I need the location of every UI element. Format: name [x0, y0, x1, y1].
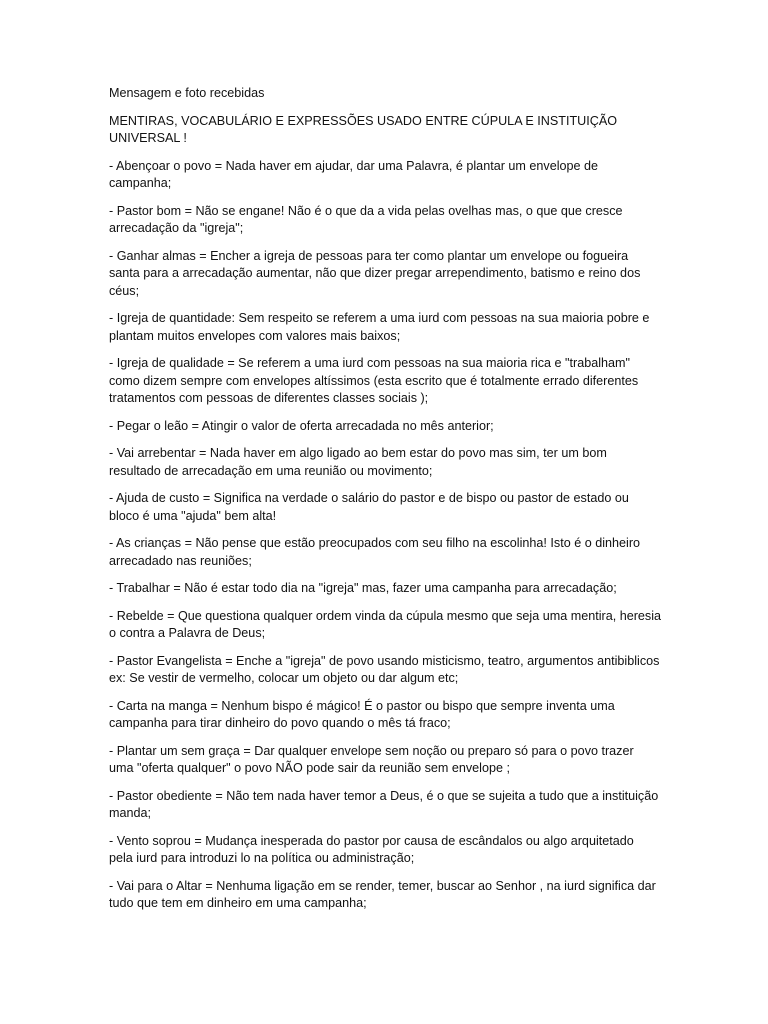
list-item: - Ganhar almas = Encher a igreja de pessoas para ter como plantar um envelope ou fogueira santa para a arrecadação aumentar, não que dizer pregar arrependimento, batismo e reino dos céus;	[109, 248, 641, 298]
list-item: - Vai arrebentar = Nada haver em algo ligado ao bem estar do povo mas sim, ter um bom resultado de arrecadação em uma reunião ou movimento;	[109, 446, 607, 478]
list-item: - Plantar um sem graça = Dar qualquer envelope sem noção ou preparo só para o povo trazer uma "oferta qualquer" o povo NÃO pode sair da reunião sem envelope ;	[109, 743, 634, 775]
document-title: MENTIRAS, VOCABULÁRIO E EXPRESSÕES USADO ENTRE CÚPULA E INSTITUIÇÃO UNIVERSAL !	[109, 113, 618, 145]
list-item: - Igreja de quantidade: Sem respeito se referem a uma iurd com pessoas na sua maioria pobre e plantam muitos envelopes com valores mais baixos;	[109, 311, 650, 343]
list-item: - As crianças = Não pense que estão preocupados com seu filho na escolinha! Isto é o dinheiro arrecadado nas reuniões;	[109, 536, 641, 568]
list-item: - Pegar o leão = Atingir o valor de oferta arrecadada no mês anterior;	[109, 418, 494, 433]
list-item: - Carta na manga = Nenhum bispo é mágico! É o pastor ou bispo que sempre inventa uma campanha para tirar dinheiro do povo quando o mês tá fraco;	[109, 698, 615, 730]
list-item: - Ajuda de custo = Significa na verdade o salário do pastor e de bispo ou pastor de estado ou bloco é uma "ajuda" bem alta!	[109, 491, 629, 523]
list-item: - Pastor Evangelista = Enche a "igreja" de povo usando misticismo, teatro, argumentos antibiblicos ex: Se vestir de vermelho, colocar um objeto ou dar algum etc;	[109, 653, 660, 685]
document-header: Mensagem e foto recebidas	[109, 86, 265, 100]
document-body	[109, 85, 661, 923]
list-item: - Trabalhar = Não é estar todo dia na "igreja" mas, fazer uma campanha para arrecadação;	[109, 581, 617, 595]
list-item: - Vento soprou = Mudança inesperada do pastor por causa de escândalos ou algo arquitetado pela iurd para introduzi lo na política ou administração;	[109, 833, 634, 865]
list-item: - Pastor obediente = Não tem nada haver temor a Deus, é o que se sujeita a tudo que a instituição manda;	[109, 788, 659, 820]
list-item: - Rebelde = Que questiona qualquer ordem vinda da cúpula mesmo que seja uma mentira, heresia o contra a Palavra de Deus;	[109, 608, 662, 640]
list-item: - Pastor bom = Não se engane! Não é o que da a vida pelas ovelhas mas, o que que cresce arrecadação da "igreja";	[109, 203, 623, 235]
list-item: - Abençoar o povo = Nada haver em ajudar, dar uma Palavra, é plantar um envelope de campanha;	[109, 158, 599, 190]
list-item: - Vai para o Altar = Nenhuma ligação em se render, temer, buscar ao Senhor , na iurd significa dar tudo que tem em dinheiro em uma campanha;	[109, 878, 656, 910]
list-item: - Igreja de qualidade = Se referem a uma iurd com pessoas na sua maioria rica e "trabalham" como dizem sempre com envelopes altíssimos (esta escrito que é totalmente errado diferentes tratamentos com pessoas de diferentes classes sociais );	[109, 356, 639, 405]
